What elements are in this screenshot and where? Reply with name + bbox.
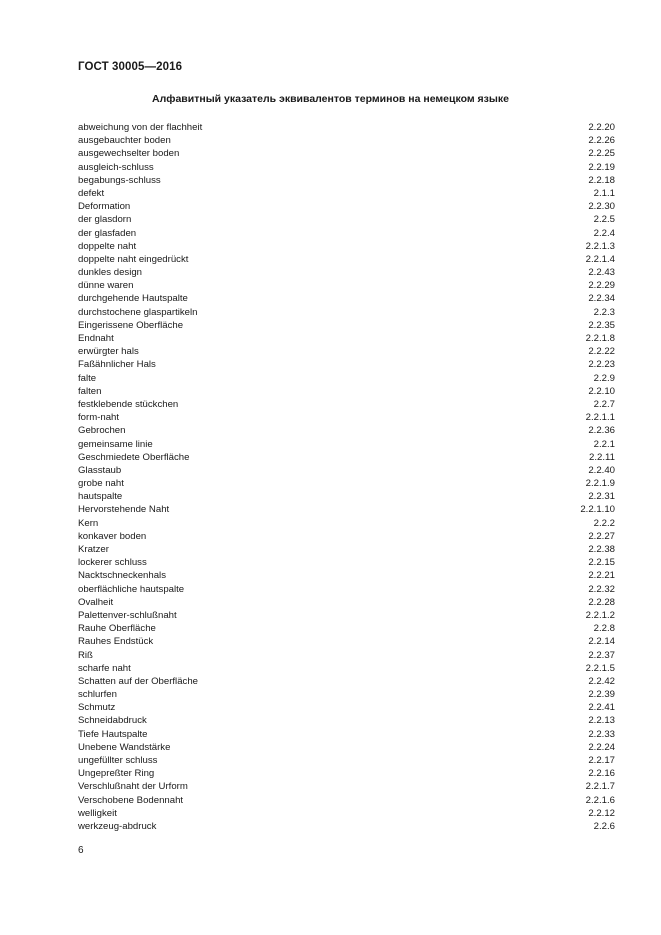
index-entry bbox=[78, 701, 615, 714]
index-entry bbox=[78, 464, 615, 477]
index-term: falte bbox=[78, 372, 97, 384]
index-entry bbox=[78, 227, 615, 240]
index-reference: 2.2.1.10 bbox=[580, 504, 615, 516]
index-entry bbox=[78, 688, 615, 701]
index-reference: 2.2.1.6 bbox=[585, 794, 615, 806]
index-reference: 2.2.1.7 bbox=[585, 781, 615, 793]
index-reference: 2.2.34 bbox=[588, 293, 615, 305]
index-term: Verschobene Bodennaht bbox=[78, 794, 184, 806]
index-term: Hervorstehende Naht bbox=[78, 504, 170, 516]
index-term: Riß bbox=[78, 649, 93, 661]
index-reference: 2.2.38 bbox=[588, 544, 615, 555]
index-entry bbox=[78, 174, 615, 187]
index-reference: 2.2.28 bbox=[588, 596, 615, 608]
index-entry bbox=[78, 372, 615, 385]
index-entry bbox=[78, 741, 615, 754]
index-reference: 2.2.7 bbox=[593, 398, 615, 410]
index-term: ausgebauchter boden bbox=[78, 135, 171, 147]
index-term: Tiefe Hautspalte bbox=[78, 728, 148, 740]
index-term: Schmutz bbox=[78, 702, 116, 714]
index-reference: 2.2.6 bbox=[593, 820, 615, 832]
index-term: Kratzer bbox=[78, 544, 109, 555]
index-entry bbox=[78, 662, 615, 675]
index-reference: 2.1.1 bbox=[593, 187, 615, 199]
index-entry bbox=[78, 319, 615, 332]
index-entry bbox=[78, 253, 615, 266]
index-entry bbox=[78, 121, 615, 134]
index-reference: 2.2.37 bbox=[588, 649, 615, 661]
index-term: scharfe naht bbox=[78, 662, 131, 674]
index-reference: 2.2.19 bbox=[588, 161, 615, 173]
index-term: ungefüllter schluss bbox=[78, 755, 158, 766]
index-entry bbox=[78, 385, 615, 398]
index-term: Unebene Wandstärke bbox=[78, 741, 171, 753]
index-reference: 2.2.1.9 bbox=[585, 478, 615, 490]
index-reference: 2.2.29 bbox=[588, 280, 615, 292]
index-reference: 2.2.42 bbox=[588, 675, 615, 687]
index-reference: 2.2.20 bbox=[588, 122, 615, 133]
page-title: Алфавитный указатель эквивалентов терминов на немецком языке bbox=[152, 93, 509, 105]
index-reference: 2.2.13 bbox=[588, 715, 615, 727]
index-entry bbox=[78, 622, 615, 635]
index-entry bbox=[78, 780, 615, 793]
index-term: festklebende stückchen bbox=[78, 398, 179, 410]
index-entry bbox=[78, 345, 615, 358]
index-reference: 2.2.1.1 bbox=[585, 412, 615, 424]
index-term: Schneidabdruck bbox=[78, 715, 147, 727]
index-reference: 2.2.35 bbox=[588, 319, 615, 331]
index-term: konkaver boden bbox=[78, 530, 147, 542]
index-reference: 2.2.30 bbox=[588, 201, 615, 213]
index-reference: 2.2.16 bbox=[588, 768, 615, 780]
index-term: abweichung von der flachheit bbox=[78, 122, 203, 133]
index-entry bbox=[78, 398, 615, 411]
index-entry bbox=[78, 332, 615, 345]
index-entry bbox=[78, 649, 615, 662]
index-entry bbox=[78, 240, 615, 253]
index-term: Palettenver-schlußnaht bbox=[78, 609, 177, 621]
index-term: Eingerissene Oberfläche bbox=[78, 319, 184, 331]
index-term: Endnaht bbox=[78, 333, 114, 344]
index-entry bbox=[78, 820, 615, 833]
index-term: doppelte naht bbox=[78, 240, 137, 252]
document-code: ГОСТ 30005—2016 bbox=[78, 61, 183, 73]
index-reference: 2.2.33 bbox=[588, 728, 615, 740]
index-term: grobe naht bbox=[78, 478, 124, 490]
index-entry bbox=[78, 609, 615, 622]
index-reference: 2.2.4 bbox=[593, 227, 615, 239]
index-reference: 2.2.23 bbox=[588, 359, 615, 371]
index-entry bbox=[78, 266, 615, 279]
index-entry bbox=[78, 728, 615, 741]
index-reference: 2.2.1.3 bbox=[585, 240, 615, 252]
index-reference: 2.2.1.4 bbox=[585, 253, 615, 265]
index-term: Faßähnlicher Hals bbox=[78, 359, 156, 371]
index-entry bbox=[78, 543, 615, 556]
index-reference: 2.2.22 bbox=[588, 346, 615, 358]
index-entry bbox=[78, 530, 615, 543]
index-reference: 2.2.43 bbox=[588, 267, 615, 279]
index-term: lockerer schluss bbox=[78, 557, 147, 569]
index-reference: 2.2.12 bbox=[588, 807, 615, 819]
index-reference: 2.2.32 bbox=[588, 583, 615, 595]
index-term: Glasstaub bbox=[78, 464, 122, 476]
index-term: Deformation bbox=[78, 201, 131, 213]
index-term: der glasdorn bbox=[78, 214, 132, 226]
index-term: ausgleich-schluss bbox=[78, 161, 154, 173]
index-term: falten bbox=[78, 385, 102, 397]
index-reference: 2.2.36 bbox=[588, 425, 615, 437]
index-term: durchstochene glaspartikeln bbox=[78, 306, 198, 318]
index-entry bbox=[78, 134, 615, 147]
index-entry bbox=[78, 451, 615, 464]
index-reference: 2.2.1.2 bbox=[585, 609, 615, 621]
index-reference: 2.2.2 bbox=[593, 517, 615, 529]
index-term: schlurfen bbox=[78, 689, 117, 701]
index-term: Ungepreßter Ring bbox=[78, 768, 155, 780]
index-reference: 2.2.1 bbox=[593, 438, 615, 450]
index-term: form-naht bbox=[78, 412, 120, 424]
index-entry bbox=[78, 596, 615, 609]
index-entry bbox=[78, 714, 615, 727]
index-entry bbox=[78, 424, 615, 437]
index-reference: 2.2.25 bbox=[588, 148, 615, 160]
index-reference: 2.2.5 bbox=[593, 214, 615, 226]
index-entry bbox=[78, 438, 615, 451]
index-reference: 2.2.11 bbox=[589, 451, 615, 463]
index-term: begabungs-schluss bbox=[78, 174, 161, 186]
index-reference: 2.2.41 bbox=[588, 702, 615, 714]
index-reference: 2.2.1.8 bbox=[585, 333, 615, 344]
index-entry bbox=[78, 675, 615, 688]
index-entry bbox=[78, 200, 615, 213]
index-entry bbox=[78, 213, 615, 226]
index-reference: 2.2.24 bbox=[588, 741, 615, 753]
index-entry bbox=[78, 411, 615, 424]
index-reference: 2.2.40 bbox=[588, 464, 615, 476]
index-entry bbox=[78, 477, 615, 490]
index-reference: 2.2.15 bbox=[588, 557, 615, 569]
index-term: erwürgter hals bbox=[78, 346, 139, 358]
index-term: dunkles design bbox=[78, 267, 143, 279]
index-reference: 2.2.3 bbox=[593, 306, 615, 318]
index-entry bbox=[78, 754, 615, 767]
index-reference: 2.2.1.5 bbox=[585, 662, 615, 674]
index-reference: 2.2.39 bbox=[588, 689, 615, 701]
index-term: doppelte naht eingedrückt bbox=[78, 253, 189, 265]
index-entry bbox=[78, 306, 615, 319]
index-reference: 2.2.8 bbox=[593, 623, 615, 635]
index-term: oberflächliche hautspalte bbox=[78, 583, 185, 595]
index-entry bbox=[78, 279, 615, 292]
index-reference: 2.2.18 bbox=[588, 174, 615, 186]
index-entry bbox=[78, 569, 615, 582]
index-term: Gebrochen bbox=[78, 425, 126, 437]
index-term: dünne waren bbox=[78, 280, 134, 292]
index-entry bbox=[78, 503, 615, 516]
index-term: Rauhes Endstück bbox=[78, 636, 154, 648]
index-reference: 2.2.26 bbox=[588, 135, 615, 147]
index-term: defekt bbox=[78, 187, 105, 199]
index-entry bbox=[78, 767, 615, 780]
index-entry bbox=[78, 583, 615, 596]
index-reference: 2.2.27 bbox=[588, 530, 615, 542]
index-entry bbox=[78, 147, 615, 160]
index-reference: 2.2.31 bbox=[588, 491, 615, 503]
index-term: Verschlußnaht der Urform bbox=[78, 781, 188, 793]
index-term: ausgewechselter boden bbox=[78, 148, 180, 160]
index-term: Rauhe Oberfläche bbox=[78, 623, 156, 635]
index-entry bbox=[78, 490, 615, 503]
index-entry bbox=[78, 161, 615, 174]
index-reference: 2.2.10 bbox=[588, 385, 615, 397]
index-term: der glasfaden bbox=[78, 227, 137, 239]
index-term: Kern bbox=[78, 517, 99, 529]
index-term: werkzeug-abdruck bbox=[78, 820, 157, 832]
index-term: durchgehende Hautspalte bbox=[78, 293, 188, 305]
index-reference: 2.2.17 bbox=[588, 755, 615, 766]
index-reference: 2.2.9 bbox=[593, 372, 615, 384]
index-reference: 2.2.21 bbox=[588, 570, 615, 582]
index-entry bbox=[78, 794, 615, 807]
page-number: 6 bbox=[78, 845, 84, 856]
index-entry bbox=[78, 358, 615, 371]
index-reference: 2.2.14 bbox=[588, 636, 615, 648]
index-entry bbox=[78, 517, 615, 530]
index-entry bbox=[78, 292, 615, 305]
index-term: Nacktschneckenhals bbox=[78, 570, 166, 582]
index-entry bbox=[78, 556, 615, 569]
index-term: Ovalheit bbox=[78, 596, 114, 608]
index-term: gemeinsame linie bbox=[78, 438, 153, 450]
index-entry bbox=[78, 187, 615, 200]
index-entry bbox=[78, 807, 615, 820]
index-term: hautspalte bbox=[78, 491, 123, 503]
index-entry bbox=[78, 635, 615, 648]
index-term: Geschmiedete Oberfläche bbox=[78, 451, 190, 463]
index-term: welligkeit bbox=[78, 807, 117, 819]
term-index-list bbox=[78, 121, 615, 833]
index-term: Schatten auf der Oberfläche bbox=[78, 675, 198, 687]
